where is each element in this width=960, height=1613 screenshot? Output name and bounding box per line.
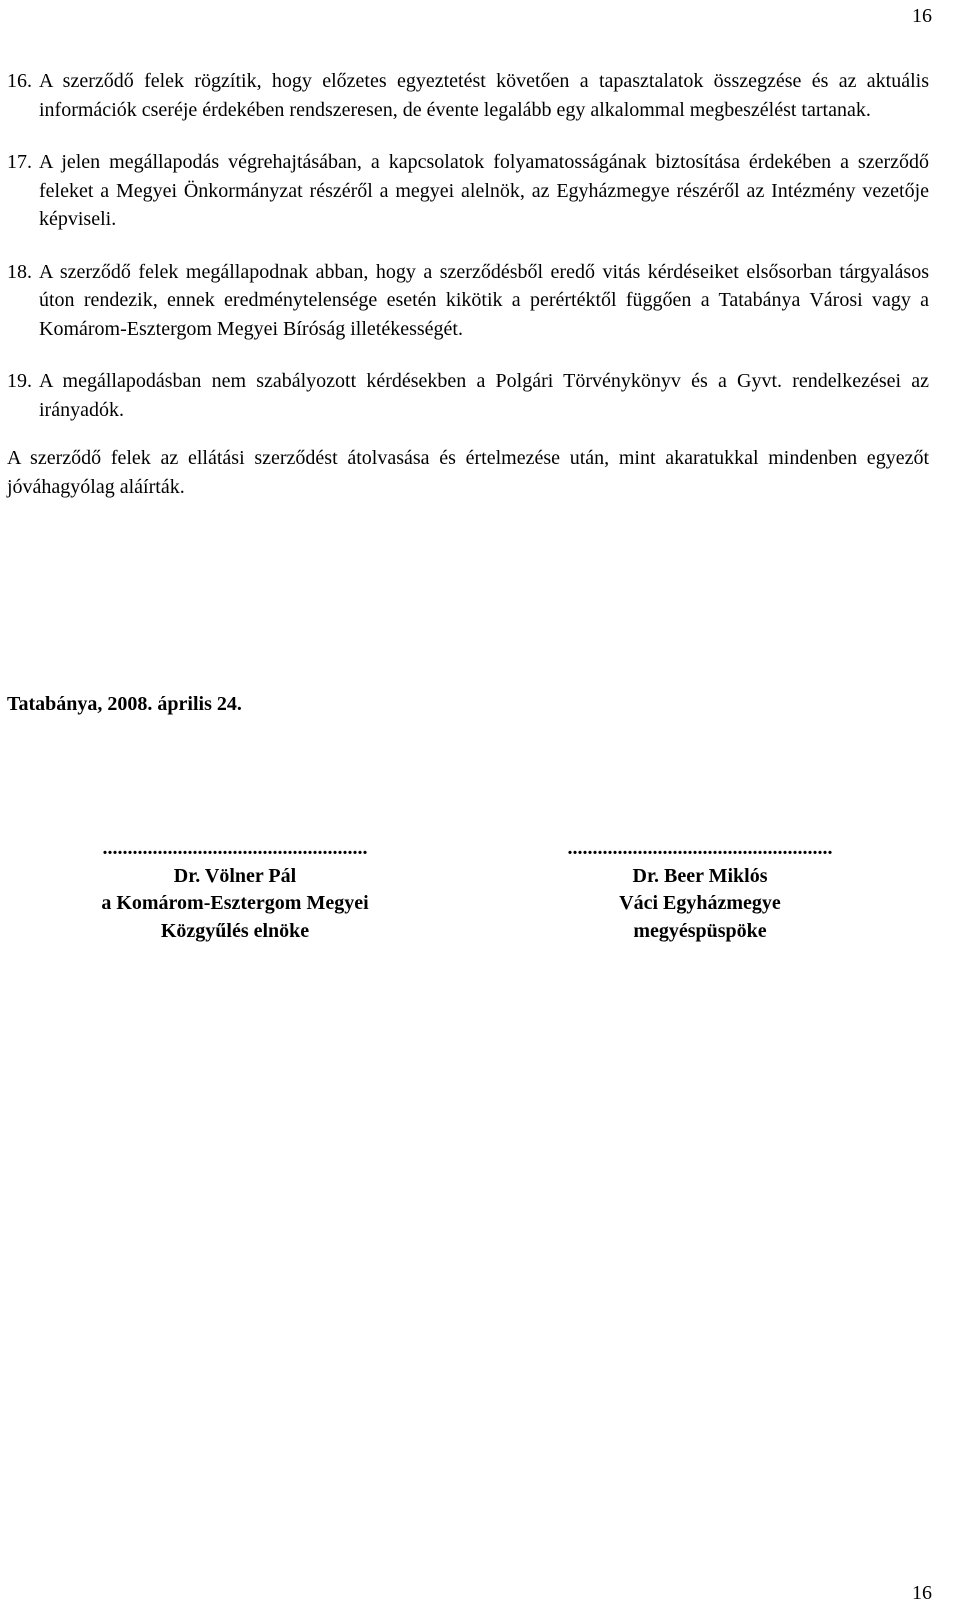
- closing-paragraph: A szerződő felek az ellátási szerződést átolvasása és értelmezése után, mint akaratukkal mindenben egyezőt jóváhagyólag aláírták.: [7, 447, 929, 498]
- signatory-title-line-2: megyéspüspöke: [633, 919, 767, 942]
- clause-text: A szerződő felek rögzítik, hogy előzetes egyeztetést követően a tapasztalatok összegzése és az aktuális információk cseréje érdekében rendszeresen, de évente legalább egy alkalommal megbeszélést tartanak.: [39, 70, 929, 121]
- signatory-title-line-1: Váci Egyházmegye: [619, 892, 781, 914]
- clause-19: [7, 367, 929, 424]
- clause-17: [7, 148, 929, 234]
- signatory-title-line-2: Közgyűlés elnöke: [160, 919, 310, 942]
- document-body: [7, 67, 929, 501]
- clause-number: 16.: [7, 70, 32, 92]
- clause-text: A jelen megállapodás végrehajtásában, a kapcsolatok folyamatosságának biztosítása érdekében a szerződő feleket a Megyei Önkormányzat részéről a megyei alelnök, az Egyházmegye részéről az Intézmény vezetője képviseli.: [39, 151, 929, 230]
- clause-number: 17.: [7, 151, 32, 173]
- signatory-name: Dr. Völner Pál: [173, 864, 297, 887]
- signatory-name: Dr. Beer Miklós: [632, 864, 768, 887]
- clause-number: 19.: [7, 370, 32, 392]
- signature-block-left: [40, 835, 430, 945]
- signatory-title-line-1: a Komárom-Esztergom Megyei: [101, 892, 369, 914]
- clause-text: A megállapodásban nem szabályozott kérdésekben a Polgári Törvénykönyv és a Gyvt. rendelkezései az irányadók.: [39, 370, 929, 421]
- clause-16: [7, 67, 929, 124]
- clause-number: 18.: [7, 260, 32, 283]
- signature-line: .....................................................: [102, 837, 368, 859]
- clause-text: A szerződő felek megállapodnak abban, hogy a szerződésből eredő vitás kérdéseiket elsősorban tárgyalásos úton rendezik, ennek eredménytelensége esetén kikötik a perértéktől függően a Tatabánya Városi vagy a Komárom-Esztergom Megyei Bíróság illetékességét.: [39, 260, 929, 340]
- signature-block-right: [505, 835, 895, 945]
- place-and-date: Tatabánya, 2008. április 24.: [7, 693, 242, 715]
- page-number-bottom: 16: [912, 1582, 932, 1604]
- signature-line: .....................................................: [567, 837, 833, 859]
- page-number-top: 16: [912, 5, 932, 27]
- clause-18: [7, 258, 929, 344]
